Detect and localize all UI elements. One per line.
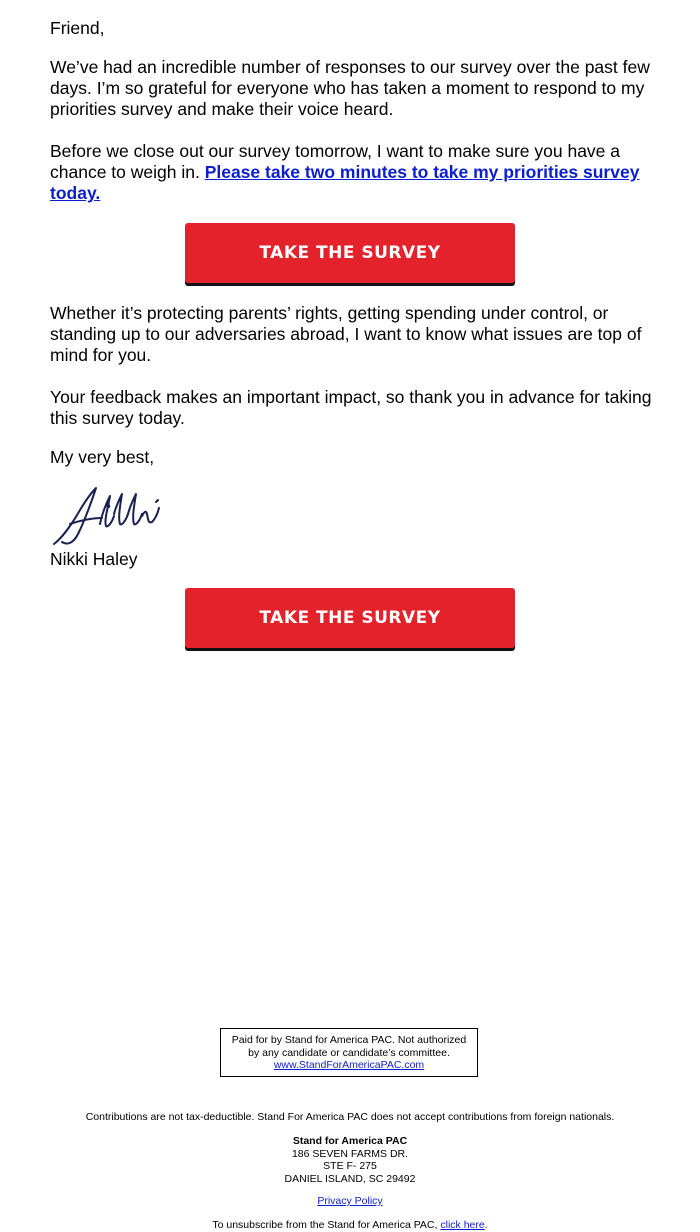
disclaimer-line-2: by any candidate or candidate’s committee.: [248, 1046, 450, 1059]
paragraph-feedback: Your feedback makes an important impact, so thank you in advance for taking this survey today.: [50, 387, 652, 428]
paragraph-responses: We’ve had an incredible number of responses to our survey over the past few days. I’m so grateful for everyone who has taken a moment to respond to my priorities survey and make their voice heard.: [50, 57, 650, 119]
pac-website-link[interactable]: www.StandForAmericaPAC.com: [273, 1059, 425, 1071]
unsubscribe-text: To unsubscribe from the Stand for America PAC,: [212, 1219, 441, 1231]
privacy-policy-row: [0, 1195, 700, 1208]
paragraph-close-out: [50, 141, 660, 204]
take-survey-button-top[interactable]: TAKE THE SURVEY: [185, 223, 515, 283]
privacy-policy-link[interactable]: Privacy Policy: [317, 1195, 383, 1207]
contributions-notice: Contributions are not tax-deductible. Stand For America PAC does not accept contributions from foreign nationals.: [85, 1111, 615, 1123]
paragraph-close-out-text: Before we close out our survey tomorrow, I want to make sure you have a chance to weigh in.: [50, 141, 620, 182]
unsubscribe-link[interactable]: click here: [440, 1219, 485, 1231]
signature-block: [50, 549, 660, 570]
org-name: Stand for America PAC: [292, 1135, 408, 1147]
paid-for-disclaimer: [220, 1028, 478, 1077]
paragraph-issues: Whether it’s protecting parents’ rights, getting spending under control, or standing up to our adversaries abroad, I want to know what issues are top of mind for you.: [50, 303, 642, 365]
signature-image: [48, 484, 163, 550]
survey-link[interactable]: Please take two minutes to take my priorities survey today.: [50, 162, 640, 203]
address-line-1: 186 SEVEN FARMS DR.: [291, 1147, 409, 1160]
unsubscribe-end: .: [484, 1219, 488, 1231]
email-body: [50, 18, 660, 204]
email-body-lower: [50, 303, 660, 468]
cta-container-top: [185, 223, 515, 286]
address-line-3: DANIEL ISLAND, SC 29492: [284, 1172, 416, 1185]
signoff: My very best,: [50, 447, 155, 467]
mailing-address: [0, 1135, 700, 1185]
signature-name: Nikki Haley: [50, 549, 138, 569]
address-line-2: STE F- 275: [323, 1160, 377, 1172]
unsubscribe-row: [0, 1219, 700, 1232]
disclaimer-line-1: Paid for by Stand for America PAC. Not authorized: [231, 1034, 467, 1046]
cta-container-bottom: [185, 588, 515, 651]
greeting: Friend,: [50, 18, 105, 38]
take-survey-button-bottom[interactable]: TAKE THE SURVEY: [185, 588, 515, 648]
